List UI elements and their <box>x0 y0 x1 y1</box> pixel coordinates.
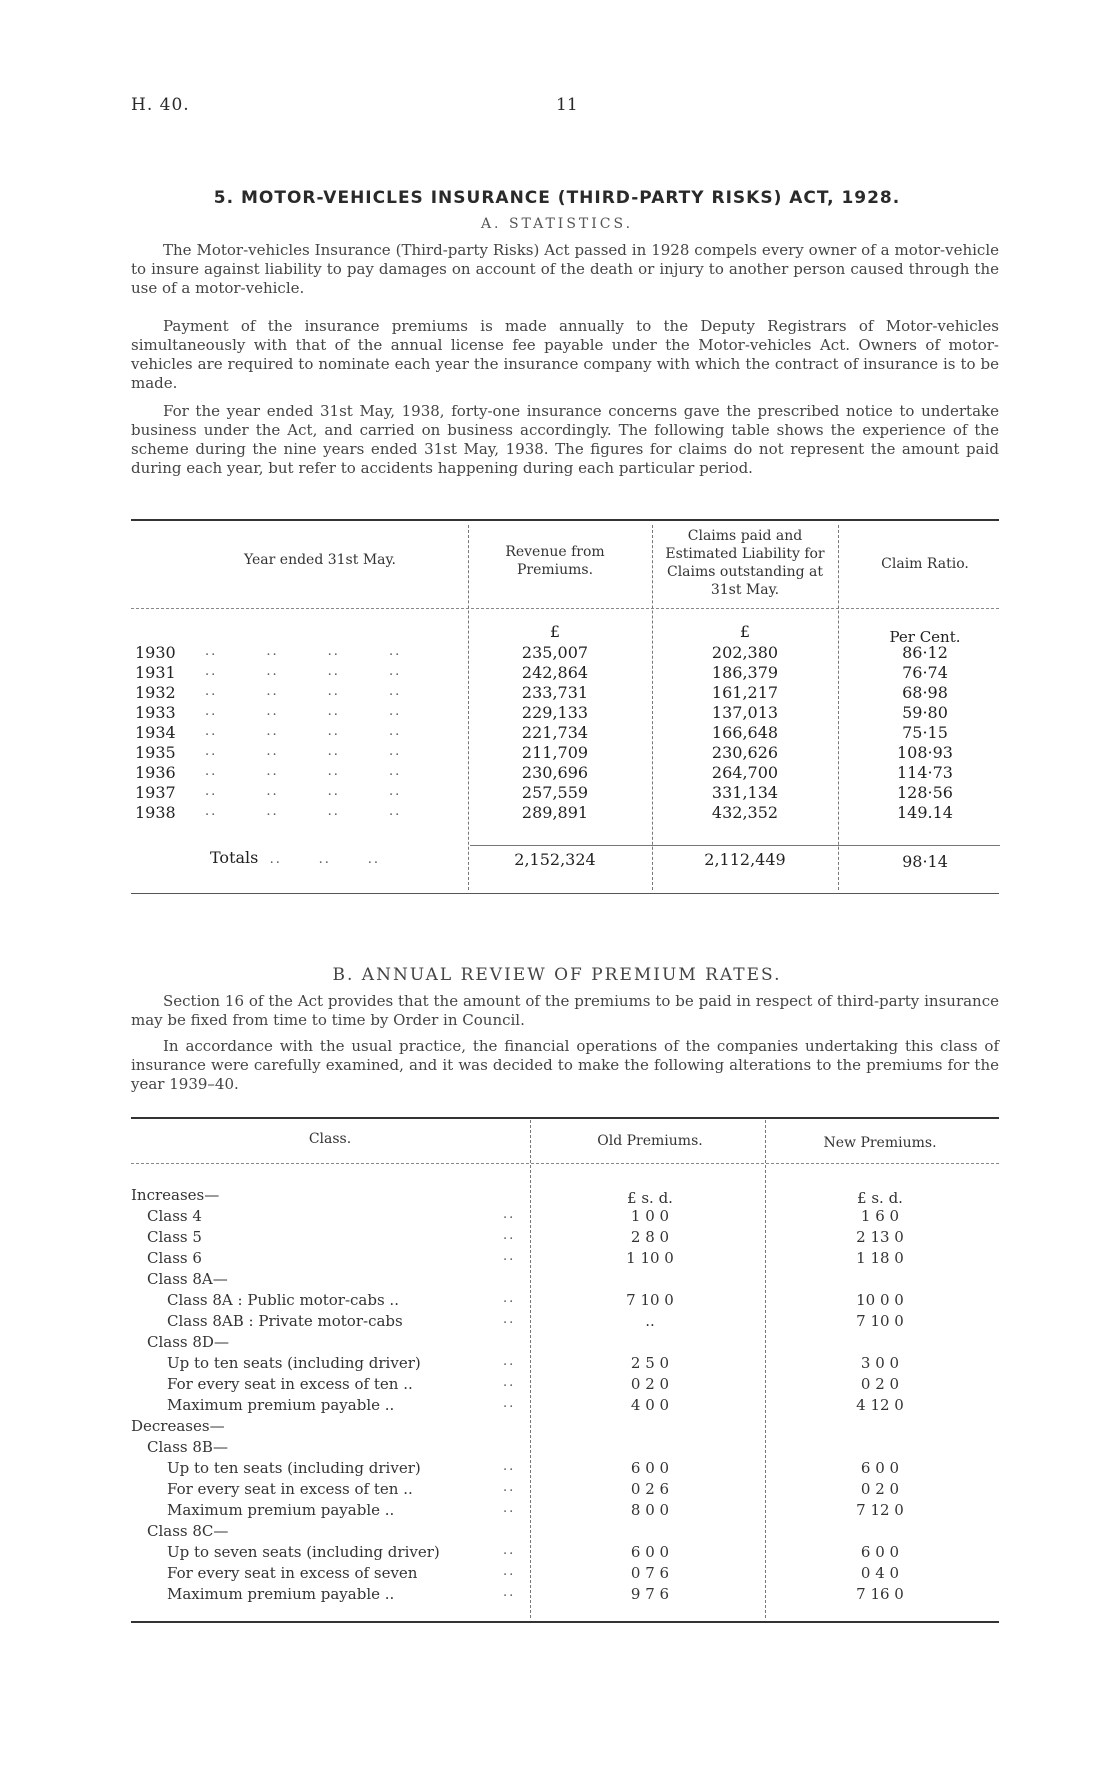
table-row-claims: 331,134 <box>711 783 779 802</box>
table-row-new: 0 2 0 <box>860 1480 900 1498</box>
leader-dots: .. .. .. .. <box>205 724 402 739</box>
leader-dots: .. <box>503 1585 516 1600</box>
col-header-new: New Premiums. <box>823 1135 937 1151</box>
table-row-claims: 161,217 <box>711 683 779 702</box>
table-row-year: 1931 <box>135 663 176 682</box>
table-row-year: 1935 <box>135 743 176 762</box>
leader-dots: .. .. .. .. <box>205 744 402 759</box>
leader-dots: .. <box>503 1249 516 1264</box>
table-row-claims: 137,013 <box>711 703 779 722</box>
section-a-heading: A. STATISTICS. <box>480 216 634 232</box>
leader-dots: .. .. .. .. <box>205 704 402 719</box>
leader-dots: .. <box>503 1354 516 1369</box>
table-b-top-rule <box>131 1117 999 1119</box>
table-row-revenue: 221,734 <box>521 723 589 742</box>
unit-old: £ s. d. <box>627 1189 673 1207</box>
table-row-label: For every seat in excess of seven <box>167 1564 418 1582</box>
leader-dots: .. <box>503 1480 516 1495</box>
table-row-claims: 166,648 <box>711 723 779 742</box>
table-b-header-rule <box>131 1163 999 1164</box>
leader-dots: .. <box>503 1228 516 1243</box>
table-row-old: 2 8 0 <box>630 1228 670 1246</box>
table-b-divider <box>765 1120 766 1618</box>
table-row-claims: 230,626 <box>711 743 779 762</box>
table-row-ratio: 59·80 <box>902 703 948 722</box>
leader-dots: .. <box>503 1312 516 1327</box>
table-row-ratio: 108·93 <box>897 743 953 762</box>
table-row-label: Class 6 <box>147 1249 202 1267</box>
table-row-label: Up to seven seats (including driver) <box>167 1543 440 1561</box>
col-header-revenue: Revenue from Premiums. <box>505 544 605 578</box>
table-row-revenue: 257,559 <box>521 783 589 802</box>
table-row-new: 1 6 0 <box>860 1207 900 1225</box>
col-header-ratio: Claim Ratio. <box>881 556 969 572</box>
leader-dots: .. <box>503 1459 516 1474</box>
table-row-label: Maximum premium payable .. <box>167 1501 395 1519</box>
table-row-label: For every seat in excess of ten .. <box>167 1375 413 1393</box>
table-row-old: 0 7 6 <box>630 1564 670 1582</box>
table-row-label: Up to ten seats (including driver) <box>167 1459 421 1477</box>
table-row-ratio: 114·73 <box>897 763 953 782</box>
unit-revenue: £ <box>549 622 561 641</box>
table-row-year: 1936 <box>135 763 176 782</box>
table-row-year: 1933 <box>135 703 176 722</box>
table-a-divider <box>838 525 839 890</box>
table-a-top-rule <box>131 519 999 521</box>
page-number: 11 <box>556 95 578 115</box>
table-row-label: Class 4 <box>147 1207 202 1225</box>
leader-dots: .. <box>503 1207 516 1222</box>
leader-dots: .. <box>503 1375 516 1390</box>
section-b-heading: B. ANNUAL REVIEW OF PREMIUM RATES. <box>332 965 782 985</box>
paragraph-b2: In accordance with the usual practice, the financial operations of the companies undertaking this class of insurance were carefully examined, and it was decided to make the following alterations to the premiums for the year 1939–40. <box>131 1037 999 1093</box>
leader-dots: .. <box>503 1396 516 1411</box>
document-reference: H. 40. <box>131 95 190 115</box>
table-row-old: 1 10 0 <box>626 1249 674 1267</box>
table-row-label: Up to ten seats (including driver) <box>167 1354 421 1372</box>
table-row-new: 3 0 0 <box>860 1354 900 1372</box>
table-row-label: Class 8D— <box>147 1333 229 1351</box>
table-row-label: Class 8C— <box>147 1522 229 1540</box>
totals-rule <box>470 845 1000 846</box>
table-row-revenue: 229,133 <box>521 703 589 722</box>
leader-dots: .. .. .. .. <box>205 664 402 679</box>
leader-dots: .. .. .. .. <box>205 764 402 779</box>
table-row-label: Class 5 <box>147 1228 202 1246</box>
table-row-label: Class 8A : Public motor-cabs .. <box>167 1291 399 1309</box>
table-row-old: 8 0 0 <box>630 1501 670 1519</box>
table-a-bottom-rule <box>131 893 999 894</box>
table-row-revenue: 230,696 <box>521 763 589 782</box>
table-row-old: 6 0 0 <box>630 1543 670 1561</box>
table-row-ratio: 68·98 <box>902 683 948 702</box>
leader-dots: .. <box>503 1501 516 1516</box>
table-row-old: 7 10 0 <box>626 1291 674 1309</box>
table-row-new: 10 0 0 <box>856 1291 904 1309</box>
table-row-year: 1932 <box>135 683 176 702</box>
table-row-new: 0 2 0 <box>860 1375 900 1393</box>
table-row-ratio: 75·15 <box>902 723 948 742</box>
table-row-year: 1934 <box>135 723 176 742</box>
table-row-old: 6 0 0 <box>630 1459 670 1477</box>
table-row-claims: 186,379 <box>711 663 779 682</box>
col-header-class: Class. <box>308 1131 352 1147</box>
table-row-ratio: 149.14 <box>897 803 953 822</box>
table-row-new: 1 18 0 <box>856 1249 904 1267</box>
table-row-ratio: 86·12 <box>902 643 948 662</box>
table-row-new: 7 12 0 <box>856 1501 904 1519</box>
table-row-ratio: 128·56 <box>897 783 953 802</box>
table-b-divider <box>530 1120 531 1618</box>
table-row-year: 1937 <box>135 783 176 802</box>
table-row-old: 0 2 0 <box>630 1375 670 1393</box>
table-row-revenue: 235,007 <box>521 643 589 662</box>
table-row-claims: 264,700 <box>711 763 779 782</box>
leader-dots: .. .. .. .. <box>205 804 402 819</box>
leader-dots: .. .. .. .. <box>205 684 402 699</box>
table-row-claims: 432,352 <box>711 803 779 822</box>
table-row-label: Class 8B— <box>147 1438 228 1456</box>
table-row-old: 4 0 0 <box>630 1396 670 1414</box>
table-row-old: .. <box>645 1312 655 1330</box>
table-row-old: 2 5 0 <box>630 1354 670 1372</box>
table-a-header-rule <box>131 608 999 609</box>
unit-ratio: Per Cent. <box>889 628 961 646</box>
table-row-label: Maximum premium payable .. <box>167 1585 395 1603</box>
unit-claims: £ <box>739 622 751 641</box>
total-claims: 2,112,449 <box>704 850 786 869</box>
table-row-old: 9 7 6 <box>630 1585 670 1603</box>
table-row-new: 0 4 0 <box>860 1564 900 1582</box>
table-row-new: 2 13 0 <box>856 1228 904 1246</box>
totals-label: Totals .. .. .. <box>210 848 380 867</box>
table-row-revenue: 233,731 <box>521 683 589 702</box>
table-row-label: Class 8AB : Private motor-cabs <box>167 1312 403 1330</box>
col-header-old: Old Premiums. <box>597 1133 703 1149</box>
table-row-year: 1938 <box>135 803 176 822</box>
table-row-old: 0 2 6 <box>630 1480 670 1498</box>
leader-dots: .. <box>503 1543 516 1558</box>
table-row-claims: 202,380 <box>711 643 779 662</box>
table-row-label: Class 8A— <box>147 1270 228 1288</box>
leader-dots: .. .. .. .. <box>205 644 402 659</box>
paragraph-a1: The Motor-vehicles Insurance (Third-party Risks) Act passed in 1928 compels every owner of a motor-vehicle to insure against liability to pay damages on account of the death or injury to another person caused through the use of a motor-vehicle. <box>131 241 999 297</box>
table-row-new: 6 0 0 <box>860 1459 900 1477</box>
table-row-year: 1930 <box>135 643 176 662</box>
col-header-year: Year ended 31st May. <box>243 552 397 568</box>
leader-dots: .. <box>503 1291 516 1306</box>
table-a-divider <box>468 525 469 890</box>
leader-dots: .. .. .. .. <box>205 784 402 799</box>
table-row-label: For every seat in excess of ten .. <box>167 1480 413 1498</box>
table-row-new: 7 16 0 <box>856 1585 904 1603</box>
table-b-bottom-rule <box>131 1621 999 1623</box>
table-row-new: 7 10 0 <box>856 1312 904 1330</box>
table-row-label: Maximum premium payable .. <box>167 1396 395 1414</box>
table-row-old: 1 0 0 <box>630 1207 670 1225</box>
paragraph-a3: For the year ended 31st May, 1938, forty-one insurance concerns gave the prescribed notice to undertake business under the Act, and carried on business accordingly. The following table shows the experience of the scheme during the nine years ended 31st May, 1938. The figures for claims do not represent the amount paid during each year, but refer to accidents happening during each particular period. <box>131 402 999 477</box>
paragraph-b1: Section 16 of the Act provides that the amount of the premiums to be paid in respect of third-party insurance may be fixed from time to time by Order in Council. <box>131 992 999 1029</box>
table-row-ratio: 76·74 <box>902 663 948 682</box>
table-row-new: 4 12 0 <box>856 1396 904 1414</box>
paragraph-a2: Payment of the insurance premiums is made annually to the Deputy Registrars of Motor-vehicles simultaneously with that of the annual license fee payable under the Motor-vehicles Act. Owners of motor-vehicles are required to nominate each year the insurance company with which the contract of insurance is to be made. <box>131 317 999 392</box>
table-row-new: 6 0 0 <box>860 1543 900 1561</box>
table-row-revenue: 289,891 <box>521 803 589 822</box>
table-row-revenue: 211,709 <box>521 743 589 762</box>
table-a-divider <box>652 525 653 890</box>
table-row-revenue: 242,864 <box>521 663 589 682</box>
leader-dots: .. <box>503 1564 516 1579</box>
page-title: 5. MOTOR-VEHICLES INSURANCE (THIRD-PARTY RISKS) ACT, 1928. <box>213 188 901 208</box>
table-row-label: Increases— <box>131 1186 220 1204</box>
total-revenue: 2,152,324 <box>514 850 596 869</box>
unit-new: £ s. d. <box>857 1189 903 1207</box>
total-ratio: 98·14 <box>902 852 948 871</box>
col-header-claims: Claims paid and Estimated Liability for Claims outstanding at 31st May. <box>665 528 825 598</box>
table-row-label: Decreases— <box>131 1417 225 1435</box>
